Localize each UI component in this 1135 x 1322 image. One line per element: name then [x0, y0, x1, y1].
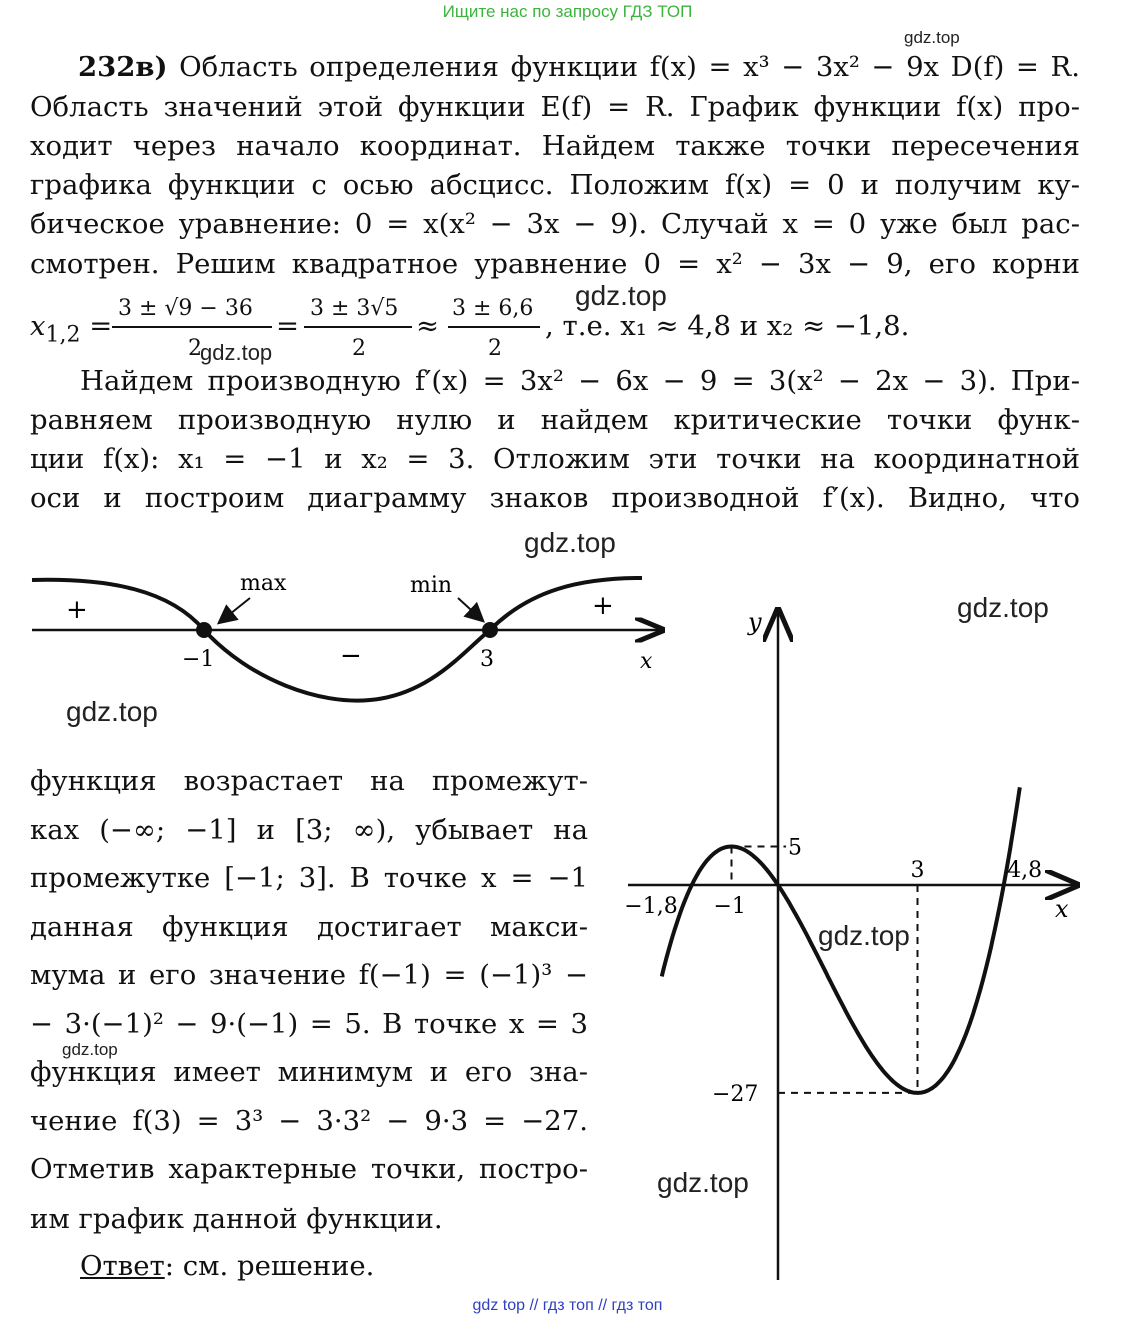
minus-middle: − — [340, 641, 362, 671]
problem-number: 232в) — [78, 51, 168, 83]
watermark: gdz.top — [575, 280, 667, 311]
approx-sign: ≈ — [416, 310, 440, 342]
roots-tail: , т.е. x₁ ≈ 4,8 и x₂ ≈ −1,8. — [545, 310, 910, 342]
plus-left: + — [66, 595, 88, 625]
fraction-3-numerator: 3 ± 6,6 — [452, 296, 534, 321]
top-banner[interactable]: Ищите нас по запросу ГДЗ ТОП — [442, 2, 693, 21]
fraction-3-bar — [448, 326, 540, 328]
critical-point-1 — [196, 622, 212, 638]
column-line-9: Отметив характерные точки, постро- — [30, 1153, 588, 1185]
column-line-2: ках (−∞; −1] и [3; ∞), убывает на — [30, 814, 588, 846]
text-line-1-body: Область определения функции f(x) = x³ − 3x² − 9x D(f) = R. — [179, 51, 1080, 83]
y-tick-label: 5 — [788, 835, 802, 861]
fraction-2-bar — [304, 326, 412, 328]
x-tick-label: −1,8 — [624, 894, 678, 919]
column-line-7: функция имеет минимум и его зна- — [30, 1056, 588, 1088]
roots-subscript: 1,2 — [45, 322, 81, 348]
x-tick-label: 4,8 — [1007, 858, 1043, 883]
fraction-2-numerator: 3 ± 3√5 — [310, 296, 399, 321]
column-line-4: данная функция достигает макси- — [30, 911, 588, 943]
watermark: gdz.top — [66, 696, 158, 727]
text-line-9: равняем производную нулю и найдем критические точки функ- — [30, 404, 1080, 436]
y-axis-label: y — [748, 608, 762, 636]
watermark: gdz.top — [904, 28, 960, 47]
answer — [80, 1250, 374, 1282]
tick-label-minus1: −1 — [182, 647, 215, 672]
text-line-1 — [78, 48, 1080, 86]
fraction-1-denominator: 2 — [188, 336, 202, 361]
y-tick-label: −27 — [712, 1081, 759, 1107]
text-line-8: Найдем производную f′(x) = 3x² − 6x − 9 = 3(x² − 2x − 3). При- — [80, 365, 1080, 397]
max-label: max — [240, 571, 287, 596]
min-arrow — [458, 598, 482, 620]
x-tick-label: −1 — [713, 894, 746, 919]
answer-text: : см. решение. — [164, 1250, 375, 1282]
text-line-2: Область значений этой функции E(f) = R. График функции f(x) про- — [30, 91, 1080, 123]
text-line-11: оси и построим диаграмму знаков производной f′(x). Видно, что — [30, 482, 1080, 514]
watermark: gdz.top — [657, 1167, 749, 1198]
watermark: gdz.top — [818, 920, 910, 951]
x-tick-label: 3 — [910, 858, 925, 883]
bottom-banner[interactable]: gdz top // гдз топ // гдз топ — [472, 1297, 663, 1314]
column-line-8: чение f(3) = 3³ − 3·3² − 9·3 = −27. — [30, 1105, 588, 1137]
text-line-10: ции f(x): x₁ = −1 и x₂ = 3. Отложим эти точки на координатной — [30, 443, 1080, 475]
fraction-3-denominator: 2 — [488, 336, 502, 361]
fraction-1-bar — [112, 326, 272, 328]
watermark: gdz.top — [200, 340, 273, 365]
min-label: min — [410, 573, 453, 598]
column-line-10: им график данной функции. — [30, 1203, 443, 1235]
text-line-4: графика функции с осью абсцисс. Положим f(x) = 0 и получим ку- — [30, 169, 1080, 201]
text-line-5: бическое уравнение: 0 = x(x² − 3x − 9). Случай x = 0 уже был рас- — [30, 208, 1080, 240]
answer-label: Ответ — [80, 1250, 165, 1282]
column-line-1: функция возрастает на промежут- — [30, 765, 588, 797]
column-line-3: промежутке [−1; 3]. В точке x = −1 — [30, 862, 588, 894]
axis-label-x: x — [640, 649, 653, 674]
sign-diagram — [20, 560, 670, 710]
equals-sign: = — [276, 310, 300, 342]
fraction-2-denominator: 2 — [352, 336, 366, 361]
plus-right: + — [592, 591, 614, 621]
x-axis-label: x — [1055, 895, 1069, 923]
roots-x: x — [30, 310, 46, 342]
max-arrow — [220, 598, 250, 622]
watermark: gdz.top — [524, 527, 616, 558]
column-line-6: − 3·(−1)² − 9·(−1) = 5. В точке x = 3 — [30, 1008, 588, 1040]
watermark: gdz.top — [957, 592, 1049, 623]
column-line-5: мума и его значение f(−1) = (−1)³ − — [30, 959, 588, 991]
fraction-1-numerator: 3 ± √9 − 36 — [118, 296, 253, 321]
text-line-3: ходит через начало координат. Найдем также точки пересечения — [30, 130, 1080, 162]
watermark: gdz.top — [62, 1040, 118, 1059]
text-line-6: смотрен. Решим квадратное уравнение 0 = x² − 3x − 9, его корни — [30, 248, 1080, 280]
function-curve — [662, 787, 1020, 1093]
tick-label-3: 3 — [480, 647, 494, 672]
sign-curve — [32, 578, 642, 701]
roots-lhs: $x_{1,2}$ = — [30, 310, 113, 348]
critical-point-2 — [482, 622, 498, 638]
function-graph — [620, 600, 1090, 1290]
